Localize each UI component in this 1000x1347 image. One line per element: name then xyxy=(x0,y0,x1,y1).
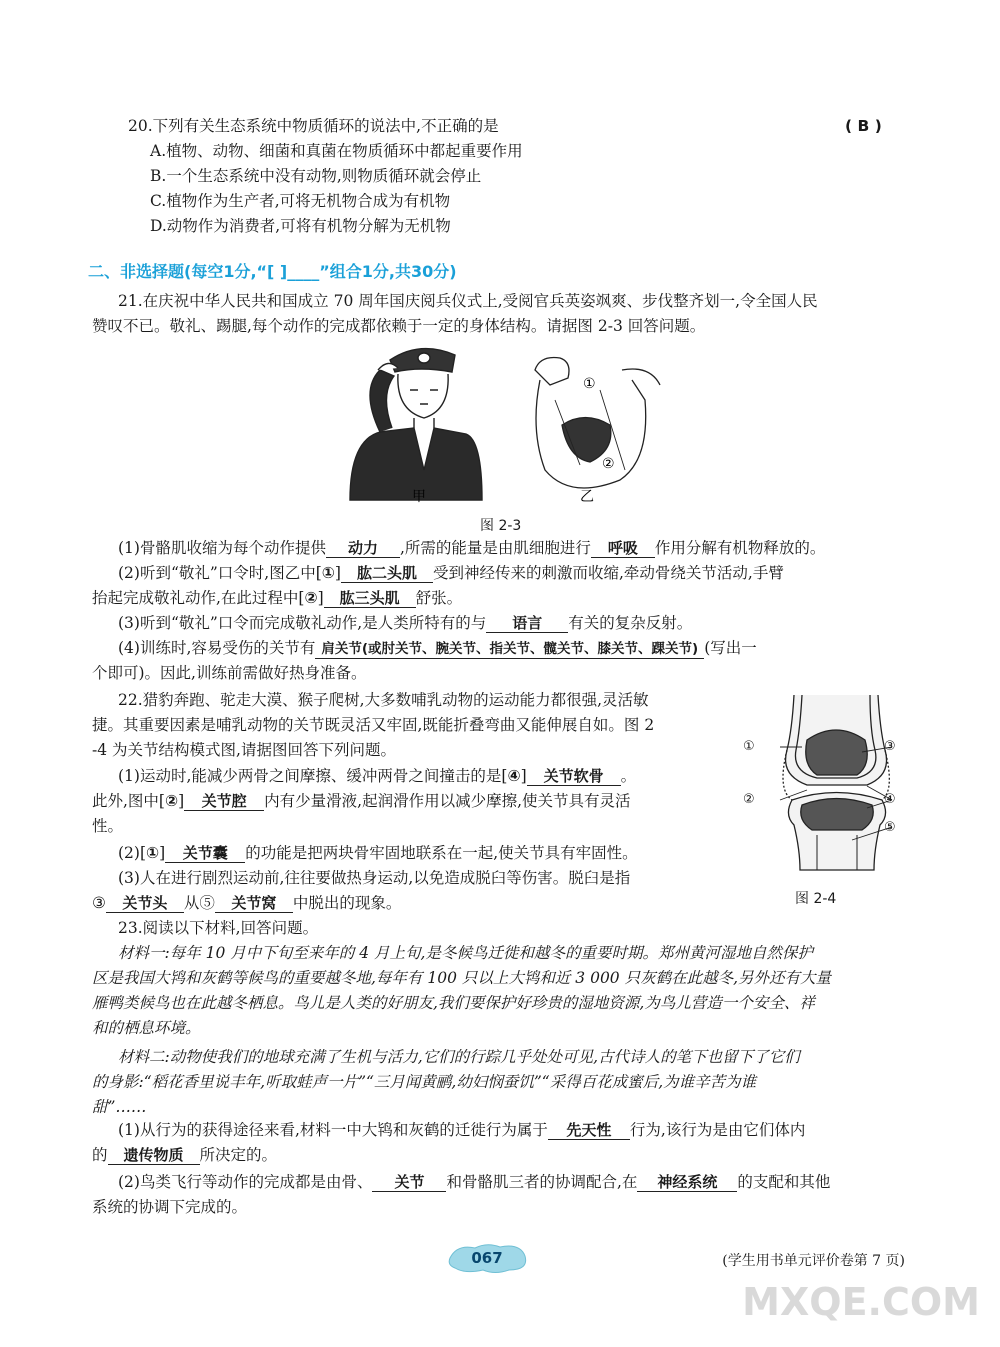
q23-material2-line1: 材料二:动物使我们的地球充满了生机与活力,它们的行踪几乎处处可见,古代诗人的笔下也留下了它们 xyxy=(118,1048,800,1066)
q22-p2-num: ① xyxy=(146,844,160,862)
arm-muscle-illustration xyxy=(535,358,660,489)
watermark: MXQE.COM xyxy=(742,1280,980,1324)
fig23-label-a: 甲 xyxy=(412,489,426,505)
q21-intro-1: 21.在庆祝中华人民共和国成立 70 周年国庆阅兵仪式上,受阅官兵英姿飒爽、步伐整齐划一,令全国人民 xyxy=(118,292,818,310)
q22-part1 xyxy=(118,766,636,786)
q21-intro-2: 赞叹不已。敬礼、踢腿,每个动作的完成都依赖于一定的身体结构。请据图 2-3 回答问题。 xyxy=(92,317,706,335)
fig24-marker-1: ① xyxy=(743,739,755,754)
q23-p2-text-c: 的支配和其他 xyxy=(737,1173,831,1191)
fig24-marker-3: ③ xyxy=(884,739,896,754)
q23-p1-text-a: (1)从行为的获得途径来看,材料一中大鸨和灰鹤的迁徙行为属于 xyxy=(118,1121,548,1139)
q21-p1-text-c: 作用分解有机物释放的。 xyxy=(654,539,826,557)
q22-p3-text-c: 从⑤ xyxy=(183,894,215,912)
q23-title: 23.阅读以下材料,回答问题。 xyxy=(118,919,319,937)
q21-p2-num1: ① xyxy=(321,564,335,582)
q22-p2-text-b: ] xyxy=(159,844,166,862)
q23-material1-line4: 和的栖息环境。 xyxy=(92,1019,201,1037)
q20-option-d: D.动物作为消费者,可将有机物分解为无机物 xyxy=(150,217,451,235)
answer-blank: 关节囊 xyxy=(165,844,245,863)
q22-p1-text-e: ] xyxy=(178,792,185,810)
q22-p1-num: ④ xyxy=(507,767,521,785)
answer-blank: 肩关节(或肘关节、腕关节、指关节、髋关节、膝关节、踝关节) xyxy=(315,640,704,659)
footer-note: (学生用书单元评价卷第 7 页) xyxy=(722,1253,905,1269)
q23-material2-line3: 甜”…… xyxy=(92,1098,147,1116)
fig23-marker-2: ② xyxy=(602,456,615,472)
fig24-marker-2: ② xyxy=(743,792,755,807)
q21-part1 xyxy=(118,538,825,558)
q22-part3: (3)人在进行剧烈运动前,往往要做热身运动,以免造成脱臼等伤害。脱臼是指 xyxy=(118,869,631,887)
answer-blank: 语言 xyxy=(486,614,568,633)
answer-blank: 遗传物质 xyxy=(108,1146,200,1165)
q22-p1-text-f: 内有少量滑液,起润滑作用以减少摩擦,使关节具有灵活 xyxy=(264,792,631,810)
answer-blank: 先天性 xyxy=(548,1121,630,1140)
q23-p1-text-b: 行为,该行为是由它们体内 xyxy=(629,1121,806,1139)
q23-material1-line3: 雁鸭类候鸟也在此越冬栖息。鸟儿是人类的好朋友,我们要保护好珍贵的湿地资源,为鸟儿营造一个安全、祥 xyxy=(92,994,815,1012)
q20-option-b: B.一个生态系统中没有动物,则物质循环就会停止 xyxy=(150,167,482,185)
q23-material1-line2: 区是我国大鸨和灰鹤等候鸟的重要越冬地,每年有 100 只以上大鸨和近 3 000 只灰鹤在此越冬,另外还有大量 xyxy=(92,969,832,987)
section-title: 二、非选择题(每空1分,“[ ]____”组合1分,共30分) xyxy=(88,262,457,281)
answer-blank: 神经系统 xyxy=(637,1173,737,1192)
q23-part1-cont xyxy=(92,1145,277,1165)
q23-p2-text-b: 和骨骼肌三者的协调配合,在 xyxy=(446,1173,638,1191)
answer-blank: 关节头 xyxy=(106,894,184,913)
q20-option-c: C.植物作为生产者,可将无机物合成为有机物 xyxy=(150,192,451,210)
q21-p4-text-b: (写出一 xyxy=(704,639,757,657)
q21-p1-text-b: ,所需的能量是由肌细胞进行 xyxy=(399,539,591,557)
page-number: 067 xyxy=(471,1249,503,1267)
q22-p3-text-d: 中脱出的现象。 xyxy=(292,894,402,912)
q21-p1-text-a: (1)骨骼肌收缩为每个动作提供 xyxy=(118,539,326,557)
q22-p1-text-d: 此外,图中[ xyxy=(92,792,165,810)
q22-p2-text-c: 的功能是把两块骨牢固地联系在一起,使关节具有牢固性。 xyxy=(245,844,638,862)
q21-part4 xyxy=(118,638,757,659)
q23-part2 xyxy=(118,1172,830,1192)
q22-p1-num2: ② xyxy=(164,792,179,810)
answer-blank: 动力 xyxy=(326,539,400,558)
q21-p2-text-b: ] xyxy=(334,564,341,582)
q21-p2-text-e: ] xyxy=(317,589,324,607)
q21-p2-text-d: 抬起完成敬礼动作,在此过程中[ xyxy=(92,589,305,607)
figure-2-4-joint-diagram xyxy=(762,690,912,875)
answer-blank: 肱三头肌 xyxy=(324,589,416,608)
q22-p2-text-a: (2)[ xyxy=(118,844,147,862)
soldier-saluting-illustration xyxy=(350,349,482,500)
q20-stem: 20.下列有关生态系统中物质循环的说法中,不正确的是 xyxy=(128,117,499,135)
answer-blank: 关节腔 xyxy=(184,792,264,811)
q21-part3 xyxy=(118,613,692,633)
q21-p2-num2: ② xyxy=(304,589,318,607)
q21-p3-text-b: 有关的复杂反射。 xyxy=(568,614,693,632)
q23-p1-text-c: 的 xyxy=(92,1146,108,1164)
q21-part4-cont: 个即可)。因此,训练前需做好热身准备。 xyxy=(92,664,367,682)
q20-option-a: A.植物、动物、细菌和真菌在物质循环中都起重要作用 xyxy=(150,142,523,160)
answer-blank: 关节窝 xyxy=(215,894,293,913)
fig23-marker-1: ① xyxy=(583,376,596,392)
answer-blank: 呼吸 xyxy=(591,539,655,558)
q23-part1 xyxy=(118,1120,805,1140)
q21-p2-text-c: 受到神经传来的刺激而收缩,牵动骨绕关节活动,手臂 xyxy=(432,564,784,582)
q22-p1-text-b: ] xyxy=(520,767,527,785)
q22-part2 xyxy=(118,843,638,863)
fig24-marker-4: ④ xyxy=(884,792,896,807)
q22-line-3: -4 为关节结构模式图,请据图回答下列问题。 xyxy=(92,741,396,759)
q21-part2 xyxy=(118,563,784,583)
q22-part3-cont xyxy=(92,893,401,913)
q20-answer: ( B ) xyxy=(845,117,882,135)
figure-2-3 xyxy=(340,340,670,520)
answer-blank: 关节 xyxy=(372,1173,446,1192)
q23-p2-text-a: (2)鸟类飞行等动作的完成都是由骨、 xyxy=(118,1173,373,1191)
fig24-marker-5: ⑤ xyxy=(884,820,896,835)
q21-p2-text-f: 舒张。 xyxy=(415,589,463,607)
q21-p4-text-a: (4)训练时,容易受伤的关节有 xyxy=(118,639,316,657)
q21-part2-cont xyxy=(92,588,462,608)
q22-line-2: 捷。其重要因素是哺乳动物的关节既灵活又牢固,既能折叠弯曲又能伸展自如。图 2 xyxy=(92,716,655,734)
q23-part2-cont: 系统的协调下完成的。 xyxy=(92,1198,248,1216)
q23-p1-text-d: 所决定的。 xyxy=(199,1146,278,1164)
q22-p1-text-c: 。 xyxy=(620,767,637,785)
q22-line-1: 22.猎豹奔跑、驼走大漠、猴子爬树,大多数哺乳动物的运动能力都很强,灵活敏 xyxy=(118,691,649,709)
answer-blank: 关节软骨 xyxy=(527,767,621,786)
q22-p3-text-b: ③ xyxy=(92,894,106,912)
fig24-caption: 图 2-4 xyxy=(795,891,837,907)
q23-material1-line1: 材料一:每年 10 月中下旬至来年的 4 月上旬,是冬候鸟迁徙和越冬的重要时期。郑州黄河湿地自然保护 xyxy=(118,944,813,962)
q23-material2-line2: 的身影:“稻花香里说丰年,听取蛙声一片”“三月闻黄鹂,幼妇悯蚕饥”“采得百花成蜜后,为谁辛苦为谁 xyxy=(92,1073,757,1091)
q22-part1-cont xyxy=(92,791,631,811)
q22-part1-end: 性。 xyxy=(92,817,124,835)
q21-p3-text-a: (3)听到“敬礼”口令而完成敬礼动作,是人类所特有的与 xyxy=(118,614,487,632)
fig23-label-b: 乙 xyxy=(580,489,594,505)
q21-p2-text-a: (2)听到“敬礼”口令时,图乙中[ xyxy=(118,564,322,582)
fig23-caption: 图 2-3 xyxy=(480,518,522,534)
q22-p1-text-a: (1)运动时,能减少两骨之间摩擦、缓冲两骨之间撞击的是[ xyxy=(118,767,508,785)
answer-blank: 肱二头肌 xyxy=(341,564,433,583)
